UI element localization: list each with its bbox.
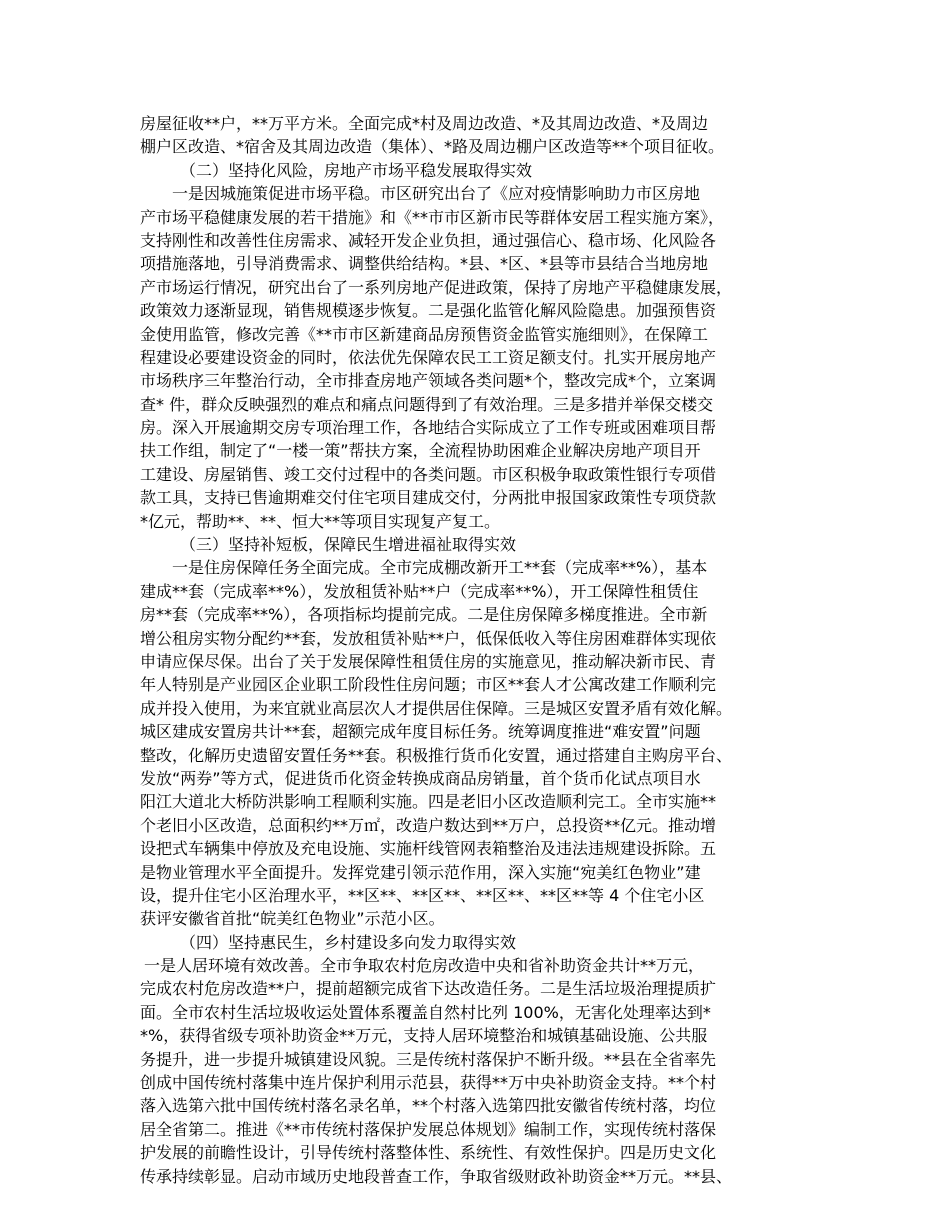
text-line: 设，提升住宅小区治理水平，**区**、**区**、**区**、**区**等 4 个住宅小区 (140, 885, 705, 905)
text-line: 支持刚性和改善性住房需求、减轻开发企业负担，通过强信心、稳市场、化风险各 (140, 230, 717, 250)
section-heading-3: （三）坚持补短板，保障民生增进福祉取得实效 (180, 535, 517, 555)
text-line: 市场秩序三年整治行动，全市排查房地产领域各类问题*个，整改完成*个，立案调 (140, 371, 717, 391)
text-line: 建成**套（完成率**%），发放租赁补贴**户（完成率**%），开工保障性租赁住 (140, 581, 699, 601)
text-line: 房。深入开展逾期交房专项治理工作，各地结合实际成立了工作专班或困难项目帮 (140, 418, 717, 438)
text-line: *亿元，帮助**、**、恒大**等项目实现复产复工。 (140, 511, 501, 531)
text-line: 居全省第二。推进《**市传统村落保护发展总体规划》编制工作，实现传统村落保 (140, 1119, 717, 1139)
text-line: 发放“两券”等方式，促进货币化资金转换成商品房销量，首个货币化试点项目水 (140, 768, 701, 788)
text-line: 传承持续彰显。启动市域历史地段普查工作，争取省级财政补助资金**万元。**县、 (140, 1166, 733, 1186)
text-line: 产市场运行情况，研究出台了一系列房地产促进政策，保持了房地产平稳健康发展， (140, 277, 733, 297)
text-line: 程建设必要建设资金的同时，依法优先保障农民工工资足额支付。扎实开展房地产 (140, 347, 717, 367)
text-line: 落入选第六批中国传统村落名录名单，**个村落入选第四批安徽省传统村落，均位 (140, 1096, 717, 1116)
text-line: 年人特别是产业园区企业职工阶段性住房问题；市区**套人才公寓改建工作顺利完 (140, 675, 717, 695)
text-line: 面。全市农村生活垃圾收运处置体系覆盖自然村比列 100%，无害化处理率达到* (140, 1002, 711, 1022)
text-line: 务提升，进一步提升城镇建设风貌。三是传统村落保护不断升级。**县在全省率先 (140, 1049, 717, 1069)
text-line: 工建设、房屋销售、竣工交付过程中的各类问题。市区积极争取政策性银行专项借 (140, 464, 717, 484)
text-line: 产市场平稳健康发展的若干措施》和《**市市区新市民等群体安居工程实施方案》， (140, 207, 725, 227)
text-line: 一是住房保障任务全面完成。全市完成棚改新开工**套（完成率**%），基本 (172, 558, 708, 578)
text-line: 是物业管理水平全面提升。发挥党建引领示范作用，深入实施“宛美红色物业”建 (140, 862, 701, 882)
text-line: 查* 件，群众反映强烈的难点和痛点问题得到了有效治理。三是多措并举保交楼交 (140, 394, 714, 414)
text-line: 阳江大道北大桥防洪影响工程顺利实施。四是老旧小区改造顺利完工。全市实施** (140, 792, 717, 812)
text-line: 款工具，支持已售逾期难交付住宅项目建成交付，分两批申报国家政策性专项贷款 (140, 488, 717, 508)
text-line: 项措施落地，引导消费需求、调整供给结构。*县、*区、*县等市县结合当地房地 (140, 254, 709, 274)
text-line: 房**套（完成率**%），各项指标均提前完成。二是住房保障多梯度推进。全市新 (140, 605, 708, 625)
text-line: 完成农村危房改造**户，提前超额完成省下达改造任务。二是生活垃圾治理提质扩 (140, 979, 717, 999)
text-line: 整改，化解历史遗留安置任务**套。积极推行货币化安置，通过搭建自主购房平台、 (140, 745, 733, 765)
document-body (140, 112, 830, 1188)
text-line: 金使用监管，修改完善《**市市区新建商品房预售资金监管实施细则》，在保障工 (140, 324, 709, 344)
text-line: 扶工作组，制定了“一楼一策”帮扶方案，全流程协助困难企业解决房地产项目开 (140, 441, 701, 461)
text-line: 创成中国传统村落集中连片保护利用示范县，获得**万中央补助资金支持。**个村 (140, 1073, 717, 1093)
text-line: 个老旧小区改造，总面积约**万㎡，改造户数达到**万户，总投资**亿元。推动增 (140, 815, 717, 835)
text-line: 获评安徽省首批“皖美红色物业”示范小区。 (140, 909, 445, 929)
text-line: 城区建成安置房共计**套，超额完成年度目标任务。统筹调度推进“难安置”问题 (140, 722, 701, 742)
section-heading-4: （四）坚持惠民生，乡村建设多向发力取得实效 (180, 932, 517, 952)
text-line: 设把式车辆集中停放及充电设施、实施杆线管网表箱整治及违法违规建设拆除。五 (140, 839, 717, 859)
text-line: 增公租房实物分配约**套，发放租赁补贴**户，低保低收入等住房困难群体实现依 (140, 628, 717, 648)
text-line: 一是因城施策促进市场平稳。市区研究出台了《应对疫情影响助力市区房地 (172, 184, 701, 204)
section-heading-2: （二）坚持化风险，房地产市场平稳发展取得实效 (180, 160, 533, 180)
text-line: 房屋征收**户，**万平方米。全面完成*村及周边改造、*及其周边改造、*及周边 (140, 114, 709, 133)
text-line: 申请应保尽保。出台了关于发展保障性租赁住房的实施意见，推动解决新市民、青 (140, 651, 717, 671)
text-line: 一是人居环境有效改善。全市争取农村危房改造中央和省补助资金共计**万元， (144, 956, 705, 976)
text-line: 成并投入使用，为来宜就业高层次人才提供居住保障。三是城区安置矛盾有效化解。 (140, 698, 733, 718)
text-line: 护发展的前瞻性设计，引导传统村落整体性、系统性、有效性保护。四是历史文化 (140, 1143, 717, 1163)
text-line: 政策效力逐渐显现，销售规模逐步恢复。二是强化监管化解风险隐患。加强预售资 (140, 301, 717, 321)
text-line: *%，获得省级专项补助资金**万元，支持人居环境整治和城镇基础设施、公共服 (140, 1026, 708, 1046)
text-line: 棚户区改造、*宿舍及其周边改造（集体）、*路及周边棚户区改造等**个项目征收。 (140, 137, 725, 157)
